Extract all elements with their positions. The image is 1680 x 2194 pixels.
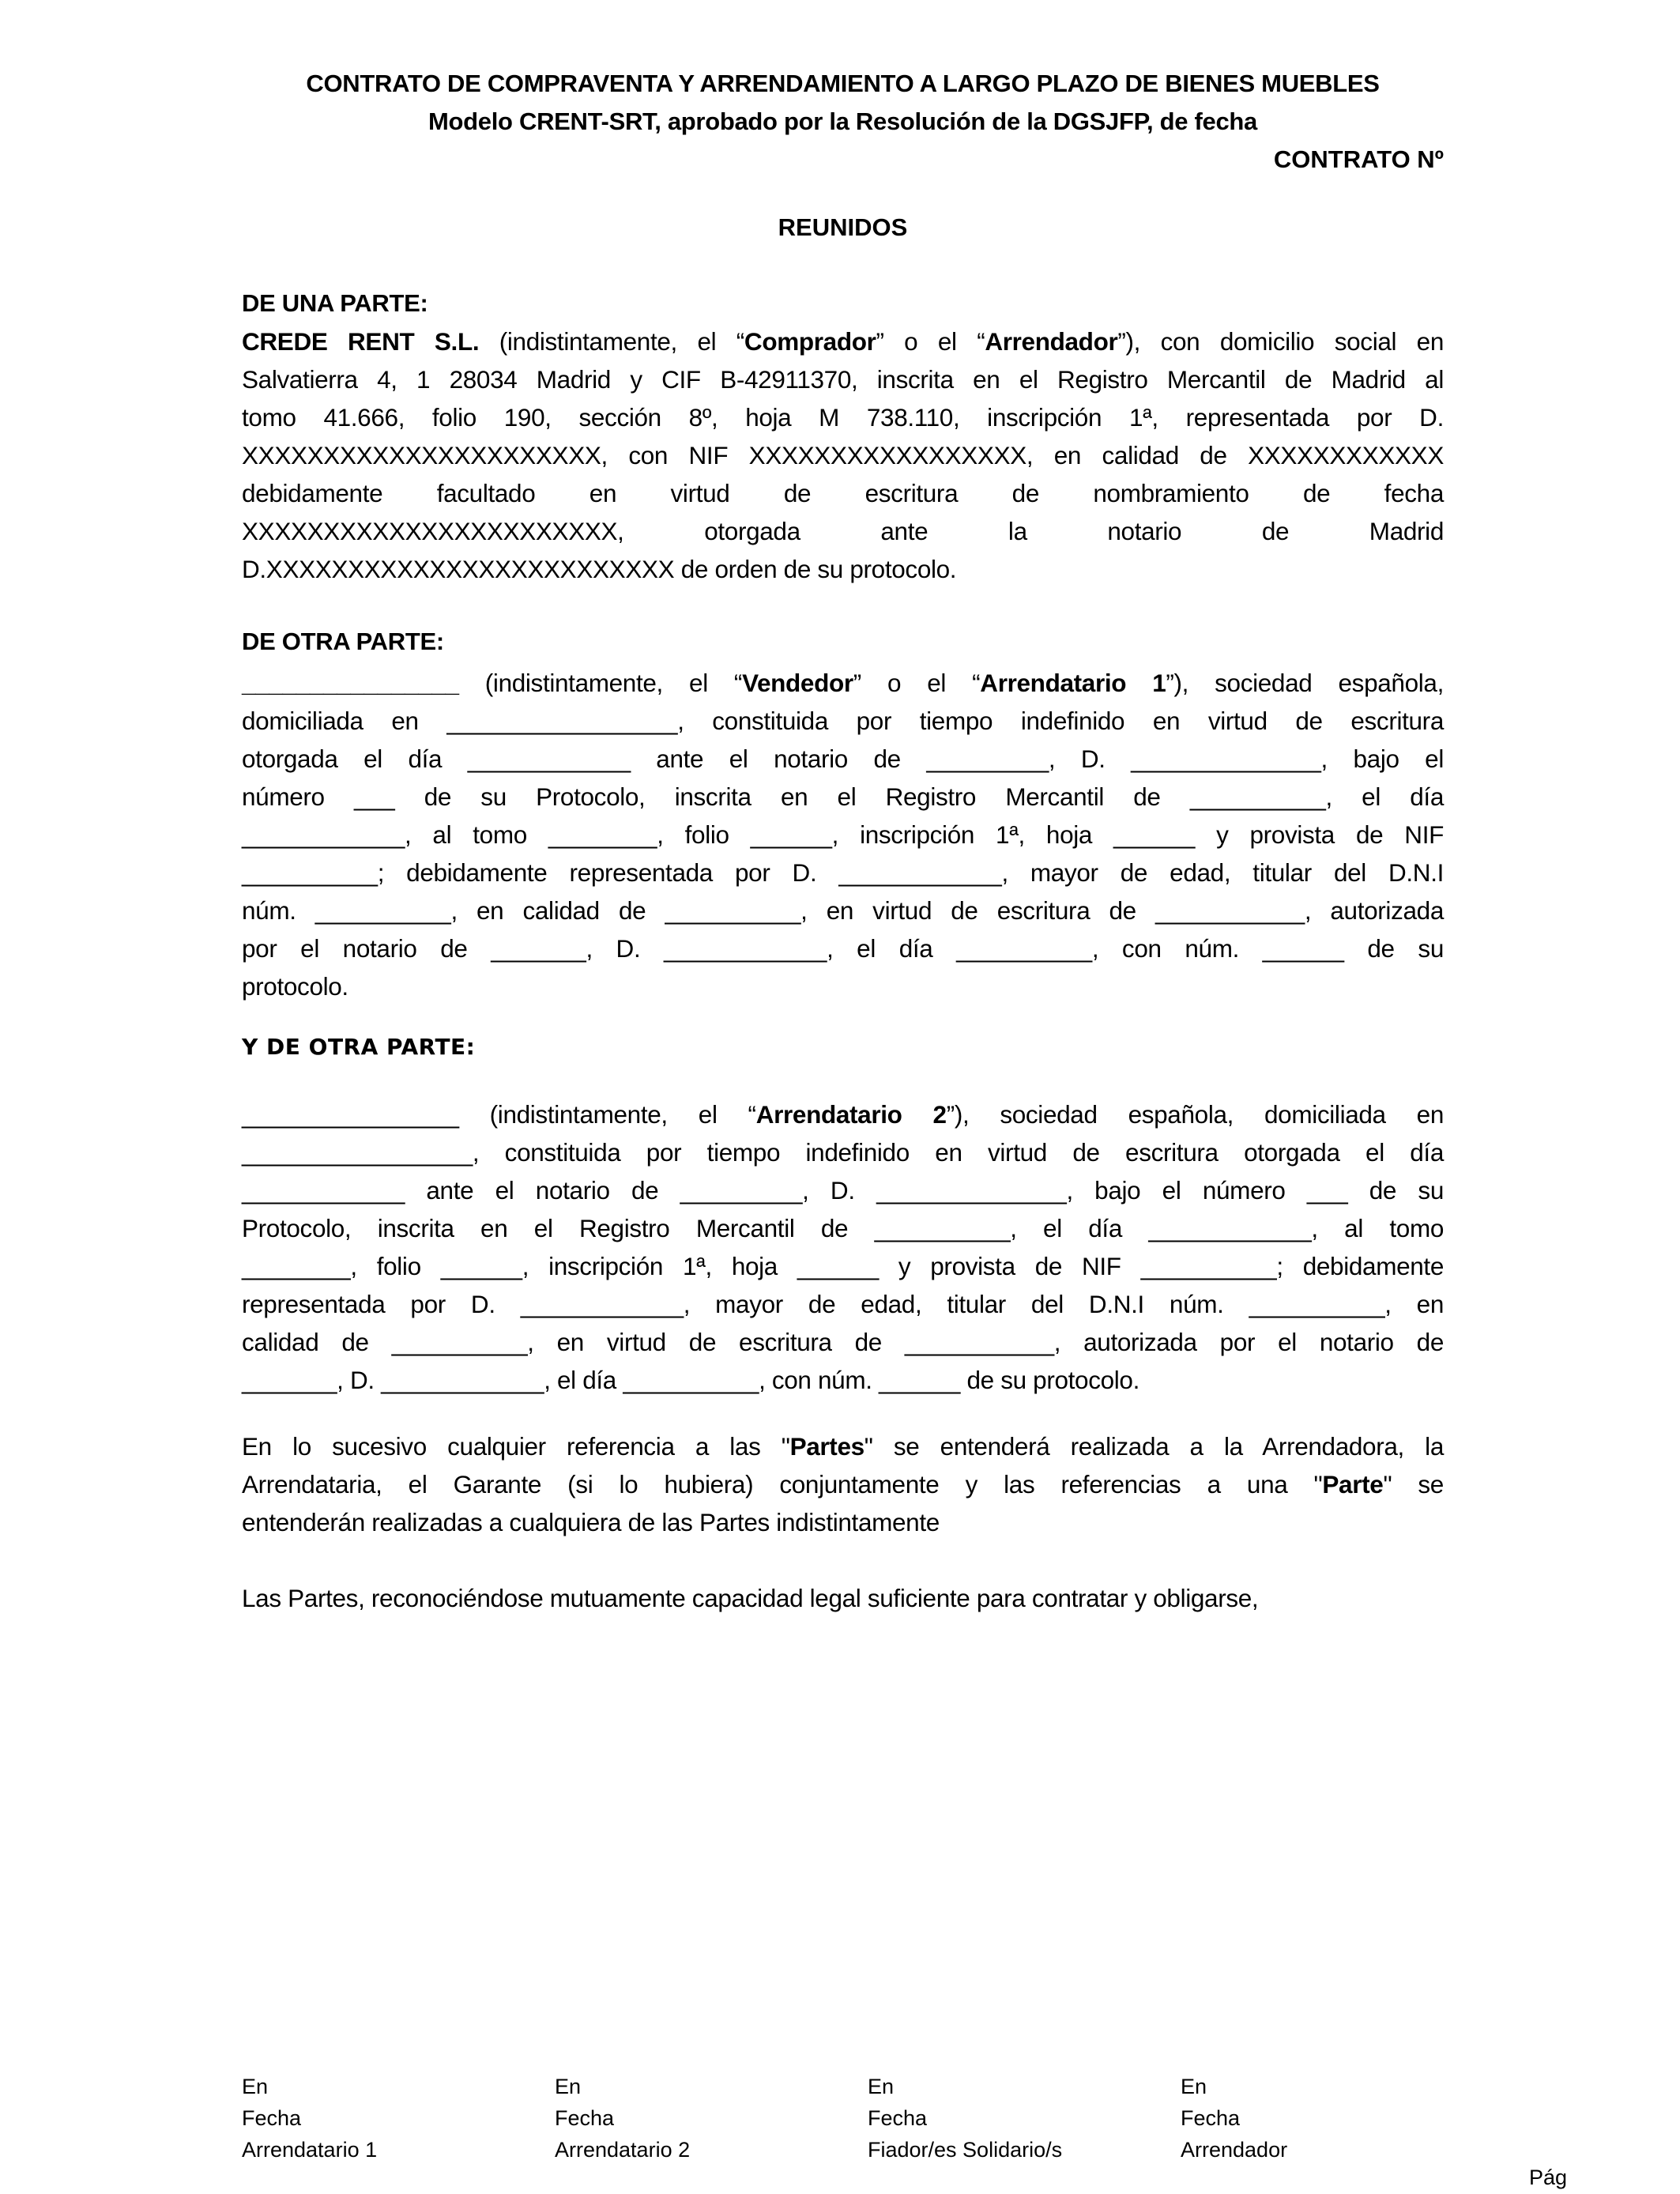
footer-role-label: Arrendatario 2 xyxy=(555,2138,691,2162)
text-run: (indistintamente, el “ xyxy=(479,327,744,356)
paragraph-line: _________________, constituida por tiempo indefinido en virtud de escritura otorgada el día xyxy=(242,1138,1444,1167)
blank-field[interactable]: ________________ xyxy=(242,1100,459,1129)
text-run: (indistintamente, el “ xyxy=(458,669,743,697)
blank-field[interactable]: ________________ xyxy=(242,669,459,697)
party3-heading: Y DE OTRA PARTE: xyxy=(242,1034,476,1060)
paragraph-line: debidamente facultado en virtud de escritura de nombramiento de fecha xyxy=(242,479,1444,507)
role-term: Arrendatario 1 xyxy=(980,669,1166,697)
defined-term: Partes xyxy=(789,1432,864,1461)
text-run: ”), sociedad española, xyxy=(1166,669,1444,697)
paragraph-line: ____________, al tomo ________, folio ______, inscripción 1ª, hoja ______ y provista de NIF xyxy=(242,820,1444,849)
footer-role-label: Fiador/es Solidario/s xyxy=(868,2138,1063,2162)
text-run: ”), con domicilio social en xyxy=(1117,327,1445,356)
footer-role-label: Arrendador xyxy=(1181,2138,1288,2162)
footer-en-label: En xyxy=(1181,2075,1207,2098)
paragraph-line: Las Partes, reconociéndose mutuamente capacidad legal suficiente para contratar y obligarse, xyxy=(242,1584,1259,1612)
paragraph-line: representada por D. ____________, mayor de edad, titular del D.N.I núm. __________, en xyxy=(242,1290,1444,1318)
party2-paragraph xyxy=(242,664,1444,1005)
footer-en-label: En xyxy=(555,2075,582,2098)
role-term: Arrendador xyxy=(985,327,1118,356)
paragraph-line: _______, D. ____________, el día __________, con núm. ______ de su protocolo. xyxy=(242,1366,1139,1394)
paragraph-line: calidad de __________, en virtud de escritura de ___________, autorizada por el notario de xyxy=(242,1328,1444,1356)
paragraph-line xyxy=(242,664,1444,702)
paragraph-line: XXXXXXXXXXXXXXXXXXXXXX, con NIF XXXXXXXXXXXXXXXXX, en calidad de XXXXXXXXXXXX xyxy=(242,441,1444,469)
document-title: CONTRATO DE COMPRAVENTA Y ARRENDAMIENTO A LARGO PLAZO DE BIENES MUEBLES xyxy=(306,70,1380,97)
party1-heading: DE UNA PARTE: xyxy=(242,289,428,317)
text-run: Arrendataria, el Garante (si lo hubiera) conjuntamente y las referencias a una " xyxy=(242,1470,1323,1498)
footer-fecha-label: Fecha xyxy=(868,2106,928,2130)
party3-paragraph xyxy=(242,1095,1444,1399)
section-title-reunidos: REUNIDOS xyxy=(778,213,908,241)
paragraph-line: Salvatierra 4, 1 28034 Madrid y CIF B-42911370, inscrita en el Registro Mercantil de Madrid al xyxy=(242,365,1444,394)
footer-en-label: En xyxy=(868,2075,895,2098)
footer-signature-arrendatario-1 xyxy=(242,2071,377,2166)
closing-paragraph xyxy=(242,1579,1444,1617)
paragraph-line: __________; debidamente representada por D. ____________, mayor de edad, titular del D.N.I xyxy=(242,858,1444,887)
text-run: (indistintamente, el “ xyxy=(458,1100,756,1129)
contract-number-label: CONTRATO Nº xyxy=(1273,145,1444,173)
paragraph-line: tomo 41.666, folio 190, sección 8º, hoja M 738.110, inscripción 1ª, representada por D. xyxy=(242,403,1444,432)
footer-signature-arrendador xyxy=(1181,2071,1287,2166)
paragraph-line xyxy=(242,1427,1444,1465)
party1-paragraph xyxy=(242,322,1444,588)
paragraph-line xyxy=(242,1095,1444,1133)
paragraph-line: protocolo. xyxy=(242,972,348,1001)
footer-fecha-label: Fecha xyxy=(555,2106,615,2130)
company-name: CREDE RENT S.L. xyxy=(242,327,480,356)
footer-role-label: Arrendatario 1 xyxy=(242,2138,378,2162)
paragraph-line: núm. __________, en calidad de __________, en virtud de escritura de ___________, autorizada xyxy=(242,896,1444,925)
footer-en-label: En xyxy=(242,2075,269,2098)
party2-heading: DE OTRA PARTE: xyxy=(242,628,444,655)
footer-signature-arrendatario-2 xyxy=(555,2071,690,2166)
paragraph-line: otorgada el día ____________ ante el notario de _________, D. ______________, bajo el xyxy=(242,745,1444,773)
paragraph-line: por el notario de _______, D. ____________, el día __________, con núm. ______ de su xyxy=(242,934,1444,963)
footer-signature-fiador xyxy=(868,2071,1062,2166)
role-term: Vendedor xyxy=(742,669,853,697)
paragraph-line xyxy=(242,322,1444,360)
paragraph-line xyxy=(242,1465,1444,1503)
text-run: En lo sucesivo cualquier referencia a las " xyxy=(242,1432,790,1461)
paragraph-line: D.XXXXXXXXXXXXXXXXXXXXXXXXX de orden de su protocolo. xyxy=(242,555,957,583)
paragraph-line: ____________ ante el notario de _________, D. ______________, bajo el número ___ de su xyxy=(242,1176,1444,1204)
definitions-paragraph xyxy=(242,1427,1444,1541)
document-subtitle: Modelo CRENT-SRT, aprobado por la Resolución de la DGSJFP, de fecha xyxy=(428,107,1257,135)
role-term: Comprador xyxy=(744,327,876,356)
footer-fecha-label: Fecha xyxy=(1181,2106,1241,2130)
page-number-label: Pág xyxy=(1529,2166,1568,2189)
text-run: " se entenderá realizada a la Arrendadora, la xyxy=(864,1432,1444,1461)
text-run: ” o el “ xyxy=(853,669,981,697)
paragraph-line: ________, folio ______, inscripción 1ª, hoja ______ y provista de NIF __________; debidamente xyxy=(242,1252,1444,1280)
defined-term: Parte xyxy=(1322,1470,1384,1498)
footer-fecha-label: Fecha xyxy=(242,2106,302,2130)
text-run: ”), sociedad española, domiciliada en xyxy=(946,1100,1445,1129)
text-run: " se xyxy=(1383,1470,1444,1498)
paragraph-line: XXXXXXXXXXXXXXXXXXXXXXX, otorgada ante la notario de Madrid xyxy=(242,517,1444,545)
paragraph-line: número ___ de su Protocolo, inscrita en el Registro Mercantil de __________, el día xyxy=(242,782,1444,811)
paragraph-line: domiciliada en _________________, constituida por tiempo indefinido en virtud de escritura xyxy=(242,707,1444,735)
paragraph-line: Protocolo, inscrita en el Registro Mercantil de __________, el día ____________, al tomo xyxy=(242,1214,1444,1242)
paragraph-line: entenderán realizadas a cualquiera de las Partes indistintamente xyxy=(242,1508,940,1536)
text-run: ” o el “ xyxy=(876,327,985,356)
role-term: Arrendatario 2 xyxy=(755,1100,947,1129)
